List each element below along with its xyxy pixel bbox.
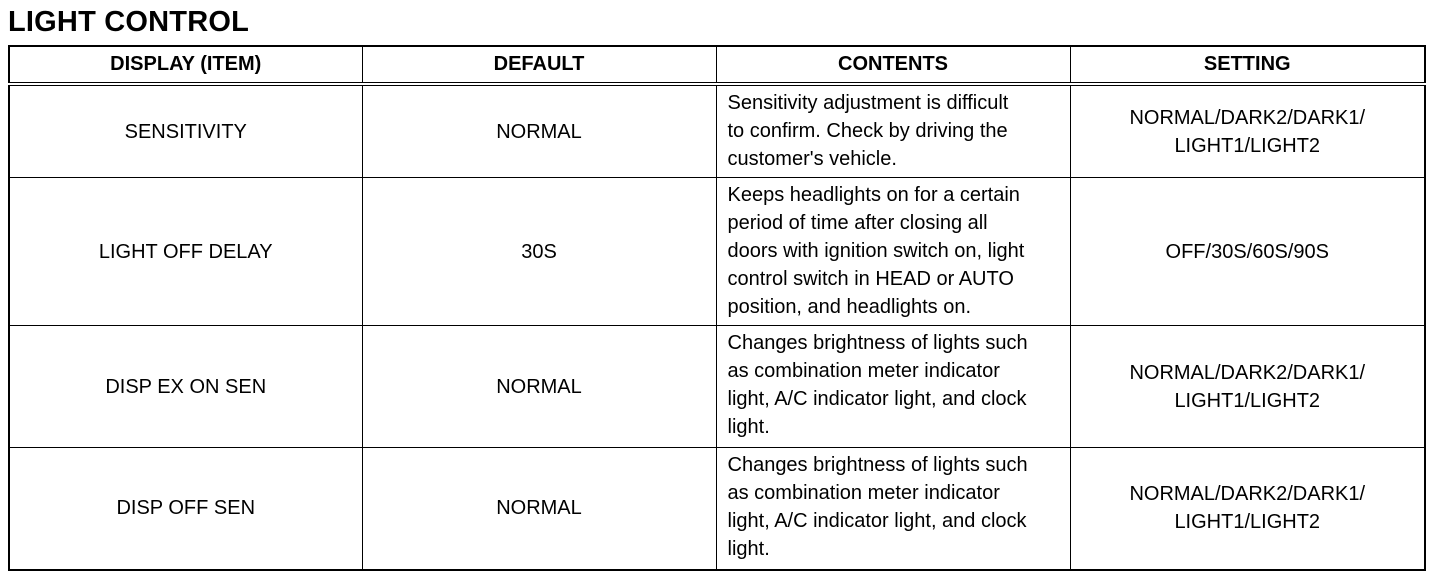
- column-header-default: DEFAULT: [362, 46, 716, 84]
- table-row: [9, 84, 1425, 178]
- cell-default: NORMAL: [362, 448, 716, 570]
- column-header-contents: CONTENTS: [716, 46, 1070, 84]
- column-header-display-item: DISPLAY (ITEM): [9, 46, 362, 84]
- table-row: [9, 448, 1425, 570]
- cell-item: LIGHT OFF DELAY: [9, 178, 362, 326]
- cell-contents: Keeps headlights on for a certain period of time after closing all doors with ignition switch on, light control switch in HEAD or AUTO position, and headlights on.: [716, 178, 1070, 326]
- light-control-table: [8, 45, 1426, 571]
- table-row: [9, 178, 1425, 326]
- cell-item: SENSITIVITY: [9, 84, 362, 178]
- cell-contents: Changes brightness of lights such as combination meter indicator light, A/C indicator light, and clock light.: [716, 448, 1070, 570]
- cell-contents: Sensitivity adjustment is difficult to confirm. Check by driving the customer's vehicle.: [716, 84, 1070, 178]
- cell-setting: NORMAL/DARK2/DARK1/ LIGHT1/LIGHT2: [1070, 448, 1425, 570]
- cell-item: DISP OFF SEN: [9, 448, 362, 570]
- table-header-row: [9, 46, 1425, 84]
- table-row: [9, 326, 1425, 448]
- cell-default: NORMAL: [362, 84, 716, 178]
- cell-setting: OFF/30S/60S/90S: [1070, 178, 1425, 326]
- cell-contents: Changes brightness of lights such as combination meter indicator light, A/C indicator light, and clock light.: [716, 326, 1070, 448]
- page-title: LIGHT CONTROL: [8, 6, 250, 38]
- cell-default: 30S: [362, 178, 716, 326]
- cell-default: NORMAL: [362, 326, 716, 448]
- column-header-setting: SETTING: [1070, 46, 1425, 84]
- cell-item: DISP EX ON SEN: [9, 326, 362, 448]
- cell-setting: NORMAL/DARK2/DARK1/ LIGHT1/LIGHT2: [1070, 84, 1425, 178]
- cell-setting: NORMAL/DARK2/DARK1/ LIGHT1/LIGHT2: [1070, 326, 1425, 448]
